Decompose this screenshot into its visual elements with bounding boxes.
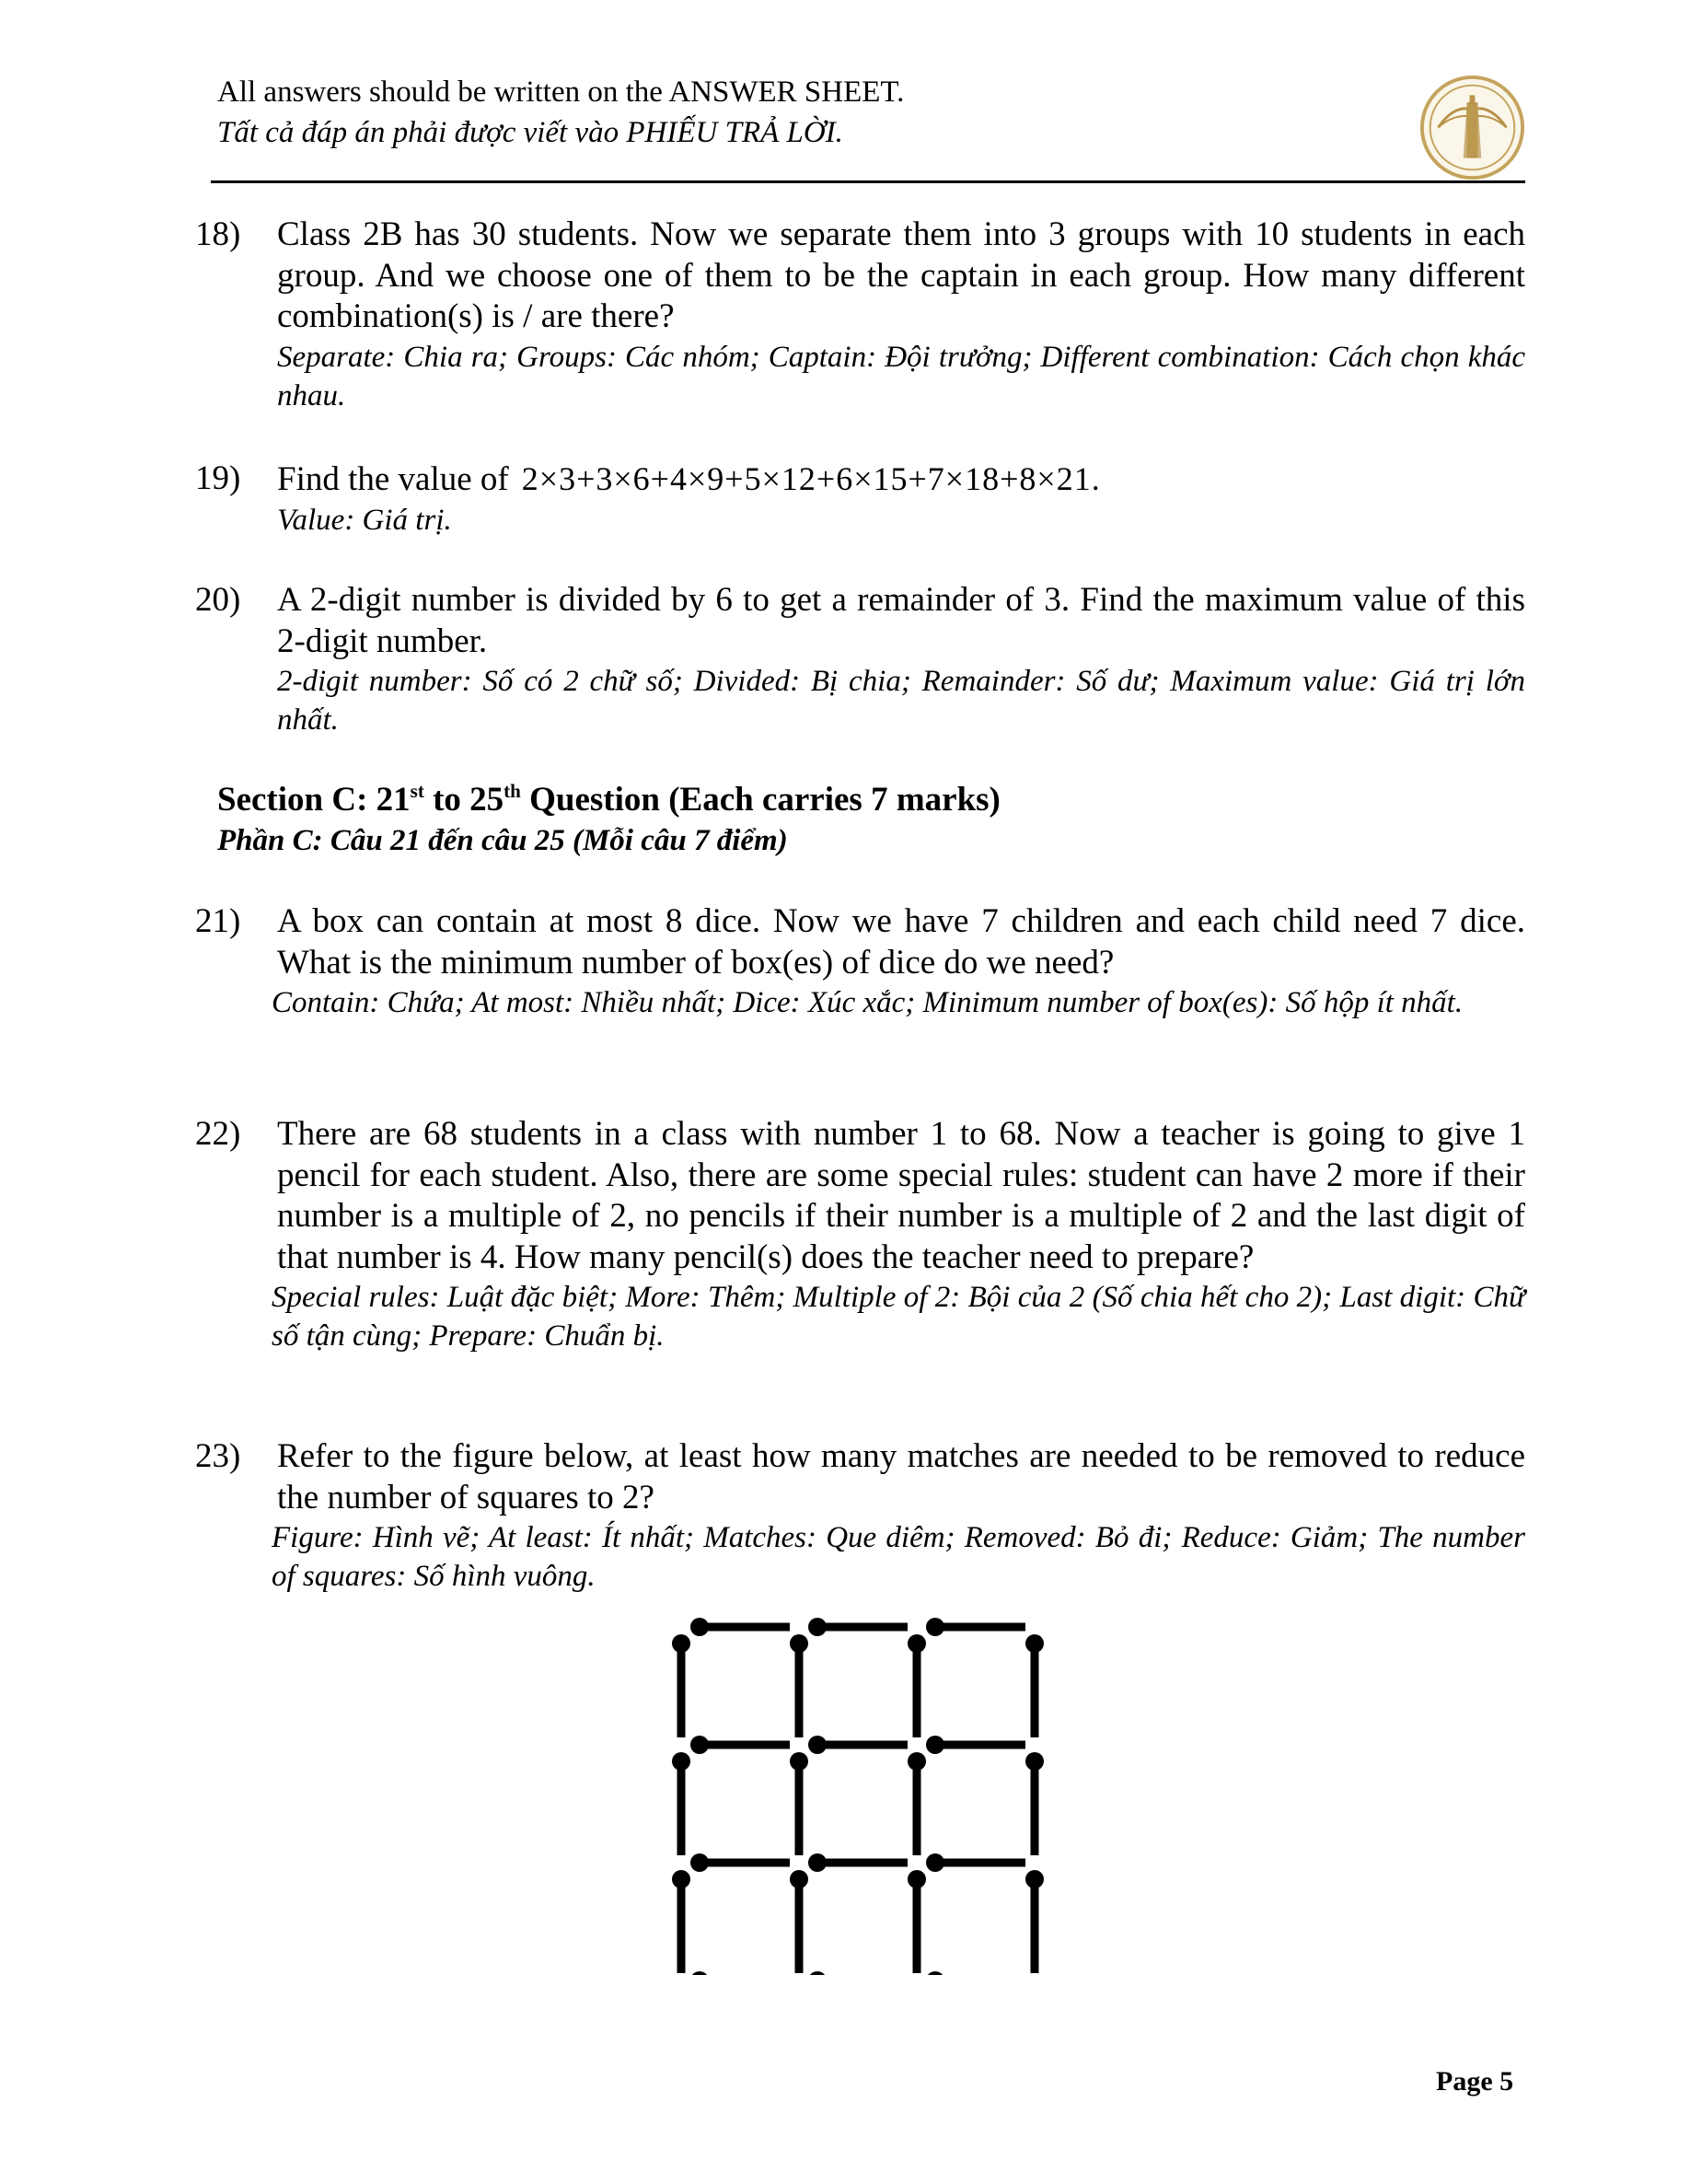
question-number: 23) bbox=[195, 1437, 241, 1475]
matchstick-vertical bbox=[790, 1870, 808, 1973]
matchstick-horizontal bbox=[808, 1853, 908, 1872]
matchstick-horizontal bbox=[926, 1618, 1025, 1636]
vocabulary-vi: Separate: Chia ra; Groups: Các nhóm; Captain: Đội trưởng; Different combination: Cách chọn khác nhau. bbox=[277, 340, 1525, 412]
page-header bbox=[217, 72, 1524, 153]
question-number: 20) bbox=[195, 581, 241, 619]
question-text-en: A box can contain at most 8 dice. Now we have 7 children and each child need 7 dice. What is the minimum number of box(es) of dice do we need? bbox=[277, 902, 1525, 982]
question-number: 18) bbox=[195, 215, 241, 253]
matchstick-horizontal bbox=[808, 1736, 908, 1754]
matchstick-vertical bbox=[908, 1870, 926, 1973]
vocabulary-vi: Contain: Chứa; At most: Nhiều nhất; Dice: Xúc xắc; Minimum number of box(es): Số hộp ít nhất. bbox=[272, 986, 1464, 1019]
matchstick-horizontal bbox=[926, 1736, 1025, 1754]
question-number: 22) bbox=[195, 1115, 241, 1153]
matchstick-vertical bbox=[790, 1752, 808, 1855]
question-20 bbox=[195, 580, 1525, 739]
matchstick-vertical bbox=[672, 1870, 690, 1973]
matchstick-vertical bbox=[672, 1634, 690, 1737]
matchstick-vertical bbox=[672, 1752, 690, 1855]
question-number: 21) bbox=[195, 902, 241, 940]
vocabulary-vi: Figure: Hình vẽ; At least: Ít nhất; Matches: Que diêm; Removed: Bỏ đi; Reduce: Giảm; The number of squares: Số hình vuông. bbox=[272, 1521, 1525, 1593]
vocabulary-vi: Special rules: Luật đặc biệt; More: Thêm; Multiple of 2: Bội của 2 (Số chia hết cho 2); Last digit: Chữ số tận cùng; Prepare: Chuẩn bị. bbox=[272, 1281, 1525, 1353]
section-title: Section C: 21st to 25th Question (Each carries 7 marks) bbox=[217, 780, 1001, 819]
question-number: 19) bbox=[195, 459, 241, 497]
header-instruction-en: All answers should be written on the ANSWER SHEET. bbox=[217, 76, 905, 109]
matchstick-horizontal bbox=[690, 1618, 790, 1636]
header-instruction-vi: Tất cả đáp án phải được viết vào PHIẾU TRẢ LỜI. bbox=[217, 116, 843, 149]
matchstick-horizontal bbox=[808, 1971, 908, 1975]
matchstick-vertical bbox=[908, 1634, 926, 1737]
matchstick-vertical bbox=[1025, 1752, 1044, 1855]
header-divider bbox=[211, 180, 1525, 183]
matchstick-horizontal bbox=[690, 1853, 790, 1872]
question-text-en: Class 2B has 30 students. Now we separate them into 3 groups with 10 students in each group. And we choose one of them to be the captain in each group. How many different combination(s) is / are there? bbox=[277, 215, 1525, 335]
matchstick-vertical bbox=[1025, 1870, 1044, 1973]
question-text-en: Refer to the figure below, at least how many matches are needed to be removed to reduce the number of squares to 2? bbox=[277, 1437, 1525, 1516]
question-22 bbox=[195, 1114, 1525, 1355]
vocabulary-vi: Value: Giá trị. bbox=[277, 503, 452, 537]
matchstick-horizontal bbox=[690, 1736, 790, 1754]
matchstick-horizontal bbox=[690, 1971, 790, 1975]
vocabulary-vi: 2-digit number: Số có 2 chữ số; Divided: Bị chia; Remainder: Số dư; Maximum value: Giá trị lớn nhất. bbox=[277, 665, 1525, 737]
matchstick-horizontal bbox=[808, 1618, 908, 1636]
page-number: Page 5 bbox=[1436, 2066, 1514, 2097]
matchstick-grid-figure bbox=[661, 1607, 1048, 1975]
matchstick-vertical bbox=[1025, 1634, 1044, 1737]
matchstick-horizontal bbox=[926, 1971, 1025, 1975]
question-18 bbox=[195, 215, 1525, 415]
question-text-en bbox=[277, 459, 1525, 501]
question-text-en: There are 68 students in a class with number 1 to 68. Now a teacher is going to give 1 pencil for each student. Also, there are some special rules: student can have 2 more if their number is a multiple of 2, no pencils if their number is a multiple of 2 and the last digit of that number is 4. How many pencil(s) does the teacher need to prepare? bbox=[277, 1115, 1525, 1276]
question-text-en: A 2-digit number is divided by 6 to get a remainder of 3. Find the maximum value of this 2-digit number. bbox=[277, 581, 1525, 660]
section-c-heading bbox=[217, 779, 1001, 860]
question-19 bbox=[195, 459, 1525, 540]
section-subtitle: Phần C: Câu 21 đến câu 25 (Mỗi câu 7 điểm) bbox=[217, 824, 788, 857]
math-expression: 2×3+3×6+4×9+5×12+6×15+7×18+8×21. bbox=[521, 460, 1101, 497]
question-23 bbox=[195, 1436, 1525, 1596]
question-21 bbox=[195, 901, 1525, 1022]
matchstick-vertical bbox=[908, 1752, 926, 1855]
question-prompt: Find the value of bbox=[277, 460, 509, 498]
school-logo bbox=[1418, 74, 1526, 181]
matchstick-vertical bbox=[790, 1634, 808, 1737]
matchstick-horizontal bbox=[926, 1853, 1025, 1872]
